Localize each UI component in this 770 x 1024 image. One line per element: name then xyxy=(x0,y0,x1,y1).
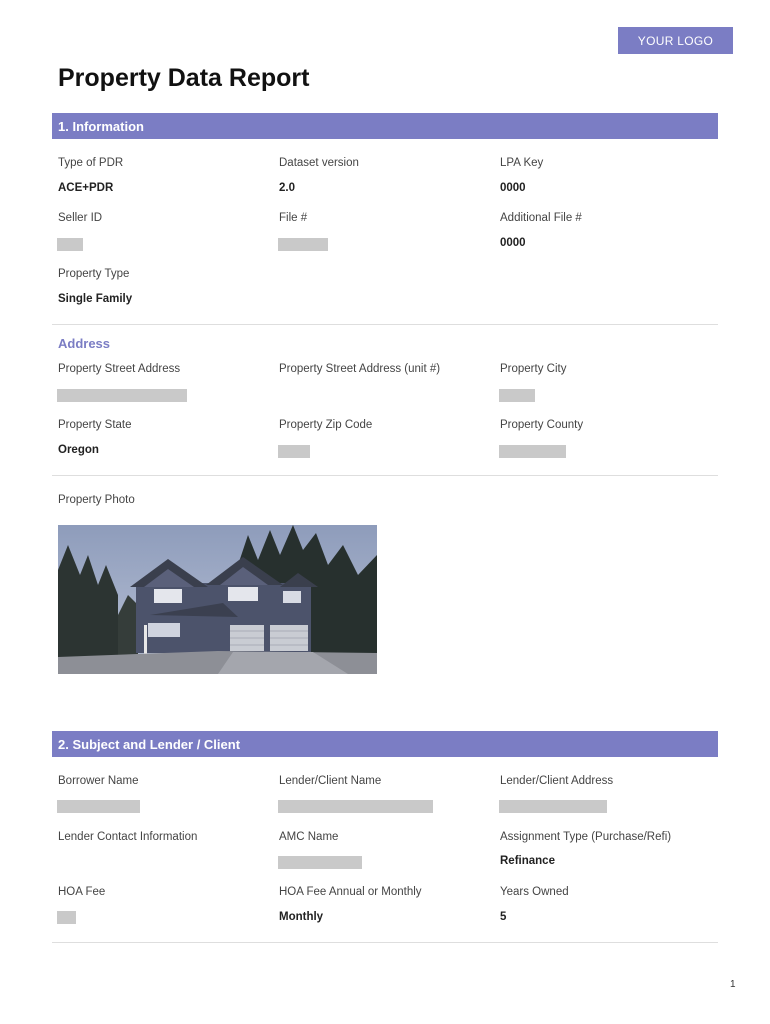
amc-name-redacted xyxy=(278,856,362,869)
address-subheading: Address xyxy=(58,336,111,351)
years-owned-label: Years Owned xyxy=(500,886,569,898)
assignment-type-label: Assignment Type (Purchase/Refi) xyxy=(500,831,672,843)
lender-name-redacted xyxy=(278,800,433,813)
property-photo xyxy=(58,525,377,674)
hoa-period-value: Monthly xyxy=(279,911,324,923)
street-address-redacted xyxy=(57,389,187,402)
borrower-name-redacted xyxy=(57,800,140,813)
section-divider xyxy=(52,324,718,325)
amc-name-label: AMC Name xyxy=(279,831,339,843)
file-number-redacted xyxy=(278,238,328,251)
years-owned-value: 5 xyxy=(500,911,507,923)
lender-address-label: Lender/Client Address xyxy=(500,775,614,787)
dataset-version-label: Dataset version xyxy=(279,157,359,169)
page-title: Property Data Report xyxy=(58,64,310,92)
county-label: Property County xyxy=(500,419,584,431)
page-number: 1 xyxy=(730,979,736,990)
dataset-version-value: 2.0 xyxy=(279,182,295,194)
section-divider xyxy=(52,942,718,943)
hoa-period-label: HOA Fee Annual or Monthly xyxy=(279,886,422,898)
lpa-key-value: 0000 xyxy=(500,182,526,194)
borrower-name-label: Borrower Name xyxy=(58,775,139,787)
additional-file-label: Additional File # xyxy=(500,212,582,224)
lpa-key-label: LPA Key xyxy=(500,157,544,169)
city-redacted xyxy=(499,389,535,402)
zip-label: Property Zip Code xyxy=(279,419,373,431)
property-type-value: Single Family xyxy=(58,293,133,305)
zip-redacted xyxy=(278,445,310,458)
unit-label: Property Street Address (unit #) xyxy=(279,363,441,375)
lender-name-label: Lender/Client Name xyxy=(279,775,382,787)
lender-contact-label: Lender Contact Information xyxy=(58,831,198,843)
city-label: Property City xyxy=(500,363,567,375)
hoa-fee-label: HOA Fee xyxy=(58,886,106,898)
company-logo: YOUR LOGO xyxy=(618,27,733,54)
type-of-pdr-value: ACE+PDR xyxy=(58,182,114,194)
lender-address-redacted xyxy=(499,800,607,813)
assignment-type-value: Refinance xyxy=(500,855,555,867)
state-value: Oregon xyxy=(58,444,99,456)
file-number-label: File # xyxy=(279,212,308,224)
type-of-pdr-label: Type of PDR xyxy=(58,157,124,169)
additional-file-value: 0000 xyxy=(500,237,526,249)
section-divider xyxy=(52,475,718,476)
street-address-label: Property Street Address xyxy=(58,363,181,375)
county-redacted xyxy=(499,445,566,458)
property-type-label: Property Type xyxy=(58,268,130,280)
property-photo-label: Property Photo xyxy=(58,494,135,506)
section-subject-lender-header: 2. Subject and Lender / Client xyxy=(52,731,718,757)
seller-id-label: Seller ID xyxy=(58,212,103,224)
hoa-fee-redacted xyxy=(57,911,76,924)
seller-id-redacted xyxy=(57,238,83,251)
section-information-header: 1. Information xyxy=(52,113,718,139)
state-label: Property State xyxy=(58,419,132,431)
